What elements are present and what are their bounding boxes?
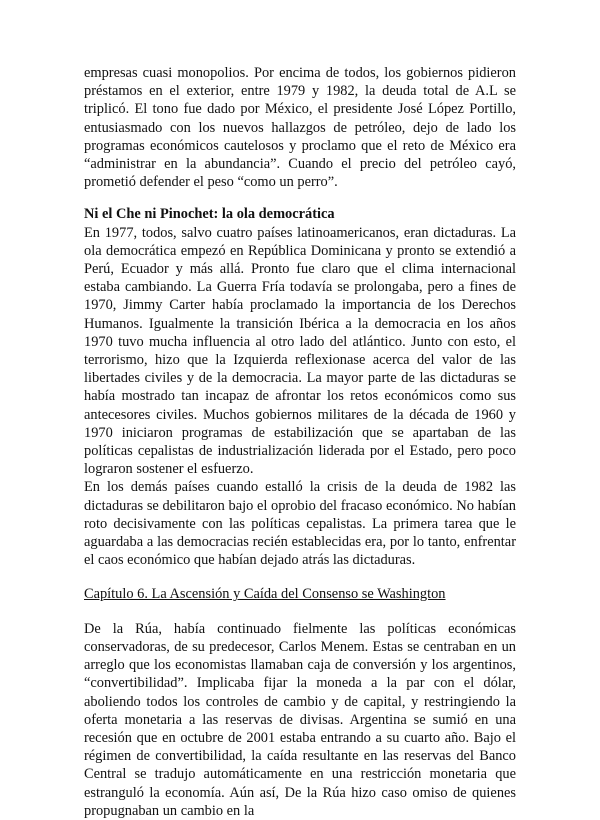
paragraph-intro: empresas cuasi monopolios. Por encima de todos, los gobiernos pidieron préstamos en el exterior, entre 1979 y 1982, la deuda total de A.L se triplicó. El tono fue dado por México, el presidente José López Portillo, entusiasmado con los nuevos hallazgos de petróleo, dejo de lado los programas económicos cautelosos y proclamo que el reto de México era “administrar en la abundancia”. Cuando el precio del petróleo cayó, prometió defender el peso “como un perro”. xyxy=(84,65,516,191)
chapter-heading: Capítulo 6. La Ascensión y Caída del Consenso se Washington xyxy=(84,586,446,603)
spacer xyxy=(84,191,516,205)
text-column xyxy=(84,64,516,820)
paragraph-democracy: En 1977, todos, salvo cuatro países latinoamericanos, eran dictaduras. La ola democrática empezó en República Dominicana y pronto se extendió a Perú, Ecuador y más allá. Pronto fue claro que el clima internacional estaba cambiando. La Guerra Fría todavía se prolongaba, pero a fines de 1970, Jimmy Carter había proclamado la importancia de los Derechos Humanos. Igualmente la transición Ibérica a la democracia en los años 1970 tuvo mucha influencia al otro lado del atlántico. Junto con esto, el terrorismo, hizo que la Izquierda reflexionase acerca del valor de las libertades civiles y de la democracia. La mayor parte de las dictaduras se había mostrado tan incapaz de afrontar los retos económicos como sus antecesores civiles. Muchos gobiernos militares de la década de 1960 y 1970 iniciaron programas de estabilización que se apartaban de las políticas cepalistas de industrialización liderada por el Estado, pero poco lograron sostener el esfuerzo. xyxy=(84,224,516,478)
paragraph-de-la-rua: De la Rúa, había continuado fielmente las políticas económicas conservadoras, de su predecesor, Carlos Menem. Estas se centraban en un arreglo que los economistas llamaban caja de conversión y los argentinos, “convertibilidad”. Implicaba fijar la moneda a la par con el dólar, aboliendo todos los controles de cambio y de capital, y restringiendo la oferta monetaria a las reservas de divisas. Argentina se sumió en una recesión que en octubre de 2001 estaba entrando a su cuarto año. Bajo el régimen de convertibilidad, la caída resultante en las reservas del Banco Central se tradujo automáticamente en una restricción monetaria que estranguló la economía. Aún así, De la Rúa hizo caso omiso de quienes propugnaban un cambio en la xyxy=(84,620,516,819)
spacer xyxy=(84,604,516,620)
spacer xyxy=(84,569,516,585)
paragraph-debt-crisis: En los demás países cuando estalló la crisis de la deuda de 1982 las dictaduras se debilitaron bajo el oprobio del fracaso económico. No habían roto decisivamente con las políticas cepalistas. La primera tarea que le aguardaba a las democracias recién establecidas era, por lo tanto, enfrentar el caos económico que habían dejado atrás las dictaduras. xyxy=(84,479,516,569)
section-heading: Ni el Che ni Pinochet: la ola democrática xyxy=(84,206,335,223)
